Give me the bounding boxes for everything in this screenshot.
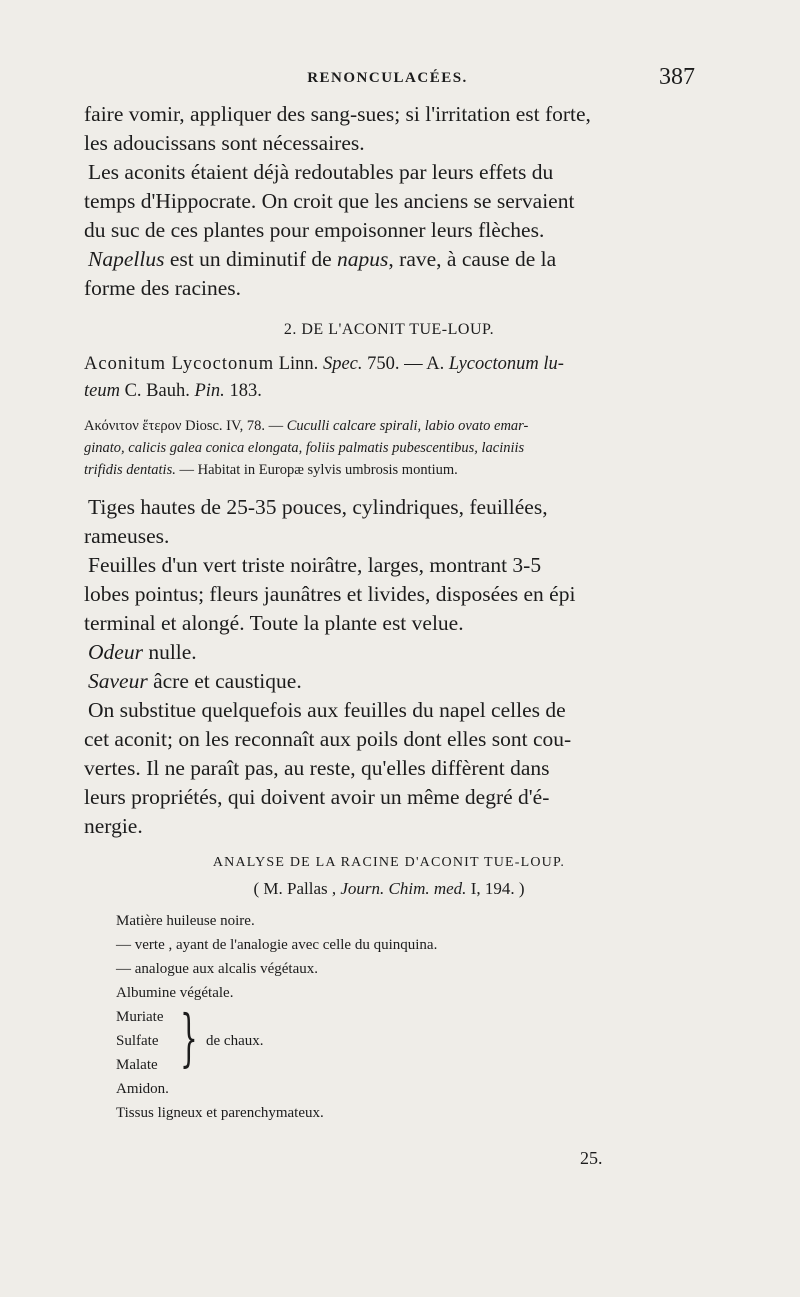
paragraph-6 — [84, 696, 694, 841]
text-line: du suc de ces plantes pour empoisonner leurs flèches. — [84, 218, 545, 242]
text-span: nulle. — [142, 640, 197, 664]
paragraph-1 — [84, 100, 694, 158]
text-line — [84, 437, 694, 459]
text-line: Les aconits étaient déjà redoutables par leurs effets du — [88, 160, 554, 184]
text-line: terminal et alongé. Toute la plante est velue. — [84, 611, 464, 635]
text-line — [84, 351, 694, 378]
signature-mark: 25. — [580, 1148, 603, 1168]
text-line: faire vomir, appliquer des sang-sues; si l'irritation est forte, — [84, 102, 591, 126]
analysis-source — [84, 879, 694, 899]
text-span: Odeur — [88, 640, 143, 664]
text-span: Saveur — [88, 669, 148, 693]
calcium-salts-group — [116, 1001, 694, 1077]
text-line: lobes pointus; fleurs jaunâtres et livides, disposées en épi — [84, 582, 576, 606]
text-line: On substitue quelquefois aux feuilles du napel celles de — [88, 698, 566, 722]
text-span: âcre et caustique. — [147, 669, 302, 693]
genus-name: Aconitum Lycoctonum — [84, 354, 275, 374]
brace-glyph: } — [180, 1001, 198, 1074]
text-line: les adoucissans sont nécessaires. — [84, 131, 365, 155]
analysis-list — [84, 909, 694, 1125]
text-span: ( M. Pallas , — [253, 879, 341, 898]
text-span: 750. — A. — [362, 354, 449, 374]
text-line — [84, 378, 694, 405]
text-line: cet aconit; on les reconnaît aux poils dont elles sont cou- — [84, 727, 572, 751]
text-line: Feuilles d'un vert triste noirâtre, larges, montrant 3-5 — [88, 553, 542, 577]
text-span: Linn. — [274, 354, 323, 374]
list-item: — analogue aux alcalis végétaux. — [116, 961, 319, 977]
term-napellus: Napellus — [88, 247, 165, 271]
text-span: ginato, calicis galea conica elongata, foliis palmatis pubescentibus, laciniis — [84, 440, 525, 456]
text-line: Tiges hautes de 25-35 pouces, cylindriques, feuillées, — [88, 495, 548, 519]
text-span: trifidis dentatis. — [84, 462, 176, 478]
text-span: I, 194. ) — [466, 879, 525, 898]
text-span: — Habitat in Europæ sylvis umbrosis montium. — [175, 462, 458, 478]
paragraph-5 — [84, 551, 694, 638]
text-span: C. Bauh. — [119, 381, 195, 401]
brace-label: de chaux. — [206, 1033, 264, 1049]
list-item: Sulfate — [116, 1033, 159, 1049]
list-item: Tissus ligneux et parenchymateux. — [116, 1105, 324, 1121]
text-span: Journ. Chim. med. — [340, 879, 467, 898]
synonymy — [84, 351, 694, 405]
list-item: — verte , ayant de l'analogie avec celle du quinquina. — [116, 937, 438, 953]
term-napus: napus — [337, 247, 389, 271]
list-item: Albumine végétale. — [116, 985, 234, 1001]
text-line: temps d'Hippocrate. On croit que les anciens se servaient — [84, 189, 575, 213]
list-item: Matière huileuse noire. — [116, 913, 255, 929]
text-span: est un diminutif de — [164, 247, 338, 271]
text-span: Spec. — [322, 354, 363, 374]
text-span: Pin. — [194, 381, 225, 401]
text-span: teum — [84, 381, 120, 401]
salts-list — [116, 1005, 163, 1077]
text-line: rameuses. — [84, 524, 170, 548]
text-line: leurs propriétés, qui doivent avoir un même degré d'é- — [84, 785, 550, 809]
page-number: 387 — [659, 64, 695, 90]
paragraph-2 — [84, 158, 694, 245]
page-header — [80, 64, 695, 94]
odeur-line — [84, 638, 694, 667]
running-head: RENONCULACÉES. — [307, 70, 468, 86]
text-line — [84, 415, 694, 437]
text-line: vertes. Il ne paraît pas, au reste, qu'elles diffèrent dans — [84, 756, 550, 780]
text-span: , rave, à cause de la — [388, 247, 557, 271]
text-line — [84, 459, 694, 481]
text-line: nergie. — [84, 814, 143, 838]
saveur-line — [84, 667, 694, 696]
text-span: Cuculli calcare spirali, labio ovato emar- — [286, 418, 529, 434]
text-span: Ακόνιτον ἕτερον Diosc. IV, 78. — — [84, 418, 287, 434]
text-line — [84, 245, 694, 274]
list-item: Amidon. — [116, 1081, 169, 1097]
list-item: Malate — [116, 1057, 158, 1073]
analysis-title: ANALYSE DE LA RACINE D'ACONIT TUE-LOUP. — [212, 855, 566, 870]
text-line — [84, 638, 694, 667]
diagnosis — [84, 415, 694, 481]
page-body — [84, 100, 694, 1125]
text-line — [84, 667, 694, 696]
text-span: 183. — [224, 381, 262, 401]
text-line: forme des racines. — [84, 276, 241, 300]
text-span: Lycoctonum lu- — [448, 354, 564, 374]
section-title: 2. DE L'ACONIT TUE-LOUP. — [283, 321, 495, 338]
list-item: Muriate — [116, 1009, 164, 1025]
paragraph-3 — [84, 245, 694, 303]
paragraph-4 — [84, 493, 694, 551]
